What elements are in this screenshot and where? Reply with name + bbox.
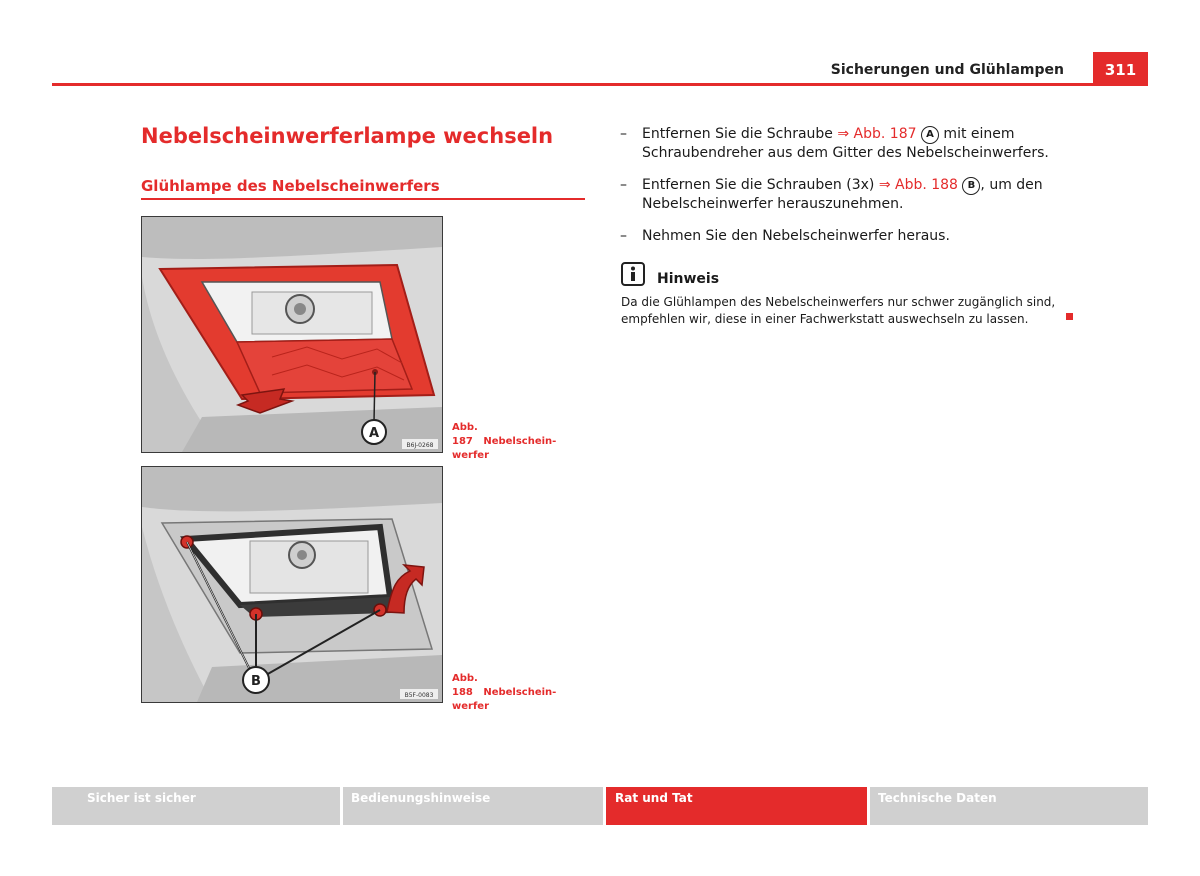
figure-188-caption-line1: Nebelschein- (483, 687, 557, 698)
figure-188-number: Abb. 188 (452, 673, 478, 698)
page-title: Nebelscheinwerferlampe wechseln (141, 124, 554, 148)
figure-187-fog-lamp-grille (141, 216, 443, 453)
figure-reference-link[interactable]: ⇒ Abb. 188 (878, 177, 958, 193)
footer-tab-technische-daten[interactable]: Technische Daten (870, 787, 1148, 825)
footer-tab-rat-und-tat[interactable]: Rat und Tat (606, 787, 867, 825)
step-1 (620, 125, 1050, 165)
figure-reference-link[interactable]: ⇒ Abb. 187 (837, 126, 917, 142)
figure-187-caption (452, 421, 584, 463)
marker-b-icon: B (962, 177, 980, 195)
step-dash: – (620, 177, 627, 193)
figure-188-caption-line2: werfer (452, 701, 490, 712)
header-rule (52, 83, 1148, 86)
figure-188-code: B5F-0083 (404, 692, 434, 699)
footer-tab-bedienungshinweise[interactable]: Bedienungshinweise (343, 787, 603, 825)
step-2 (620, 176, 1050, 216)
section-end-marker (1066, 313, 1073, 320)
step-1-text-post: mit einem Schraubendreher aus dem Gitter des Nebelscheinwerfers. (642, 126, 1049, 161)
step-3 (620, 227, 1050, 247)
figure-187-caption-line2: werfer (452, 450, 490, 461)
step-3-text: Nehmen Sie den Nebelscheinwerfer heraus. (642, 228, 950, 244)
note-title: Hinweis (657, 271, 720, 287)
step-1-text-pre: Entfernen Sie die Schraube (642, 126, 838, 142)
marker-a-icon: A (921, 126, 939, 144)
note-text: Da die Glühlampen des Nebelscheinwerfers nur schwer zugänglich sind, empfehlen wir, diese in einer Fachwerkstatt auswechseln zu lassen. (621, 295, 1056, 326)
figure-188-callout: B (251, 674, 261, 689)
subtitle-rule (141, 198, 585, 200)
step-2-text-post: , um den Nebelscheinwerfer herauszunehmen. (642, 177, 1043, 212)
info-icon (621, 262, 645, 286)
figure-187-number: Abb. 187 (452, 422, 478, 447)
figure-188-caption (452, 672, 584, 714)
step-dash: – (620, 228, 627, 244)
figure-187-caption-line1: Nebelschein- (483, 436, 557, 447)
footer-tab-sicher-ist-sicher[interactable]: Sicher ist sicher (52, 787, 340, 825)
figure-187-callout: A (368, 426, 380, 441)
figure-188-fog-lamp-screws (141, 466, 443, 703)
figure-187-code: B6J-0268 (406, 442, 434, 449)
section-title: Sicherungen und Glühlampen (830, 62, 1064, 78)
page-number: 311 (1093, 52, 1148, 85)
step-2-text-pre: Entfernen Sie die Schrauben (3x) (642, 177, 879, 193)
section-subtitle: Glühlampe des Nebelscheinwerfers (141, 177, 440, 195)
step-dash: – (620, 126, 627, 142)
